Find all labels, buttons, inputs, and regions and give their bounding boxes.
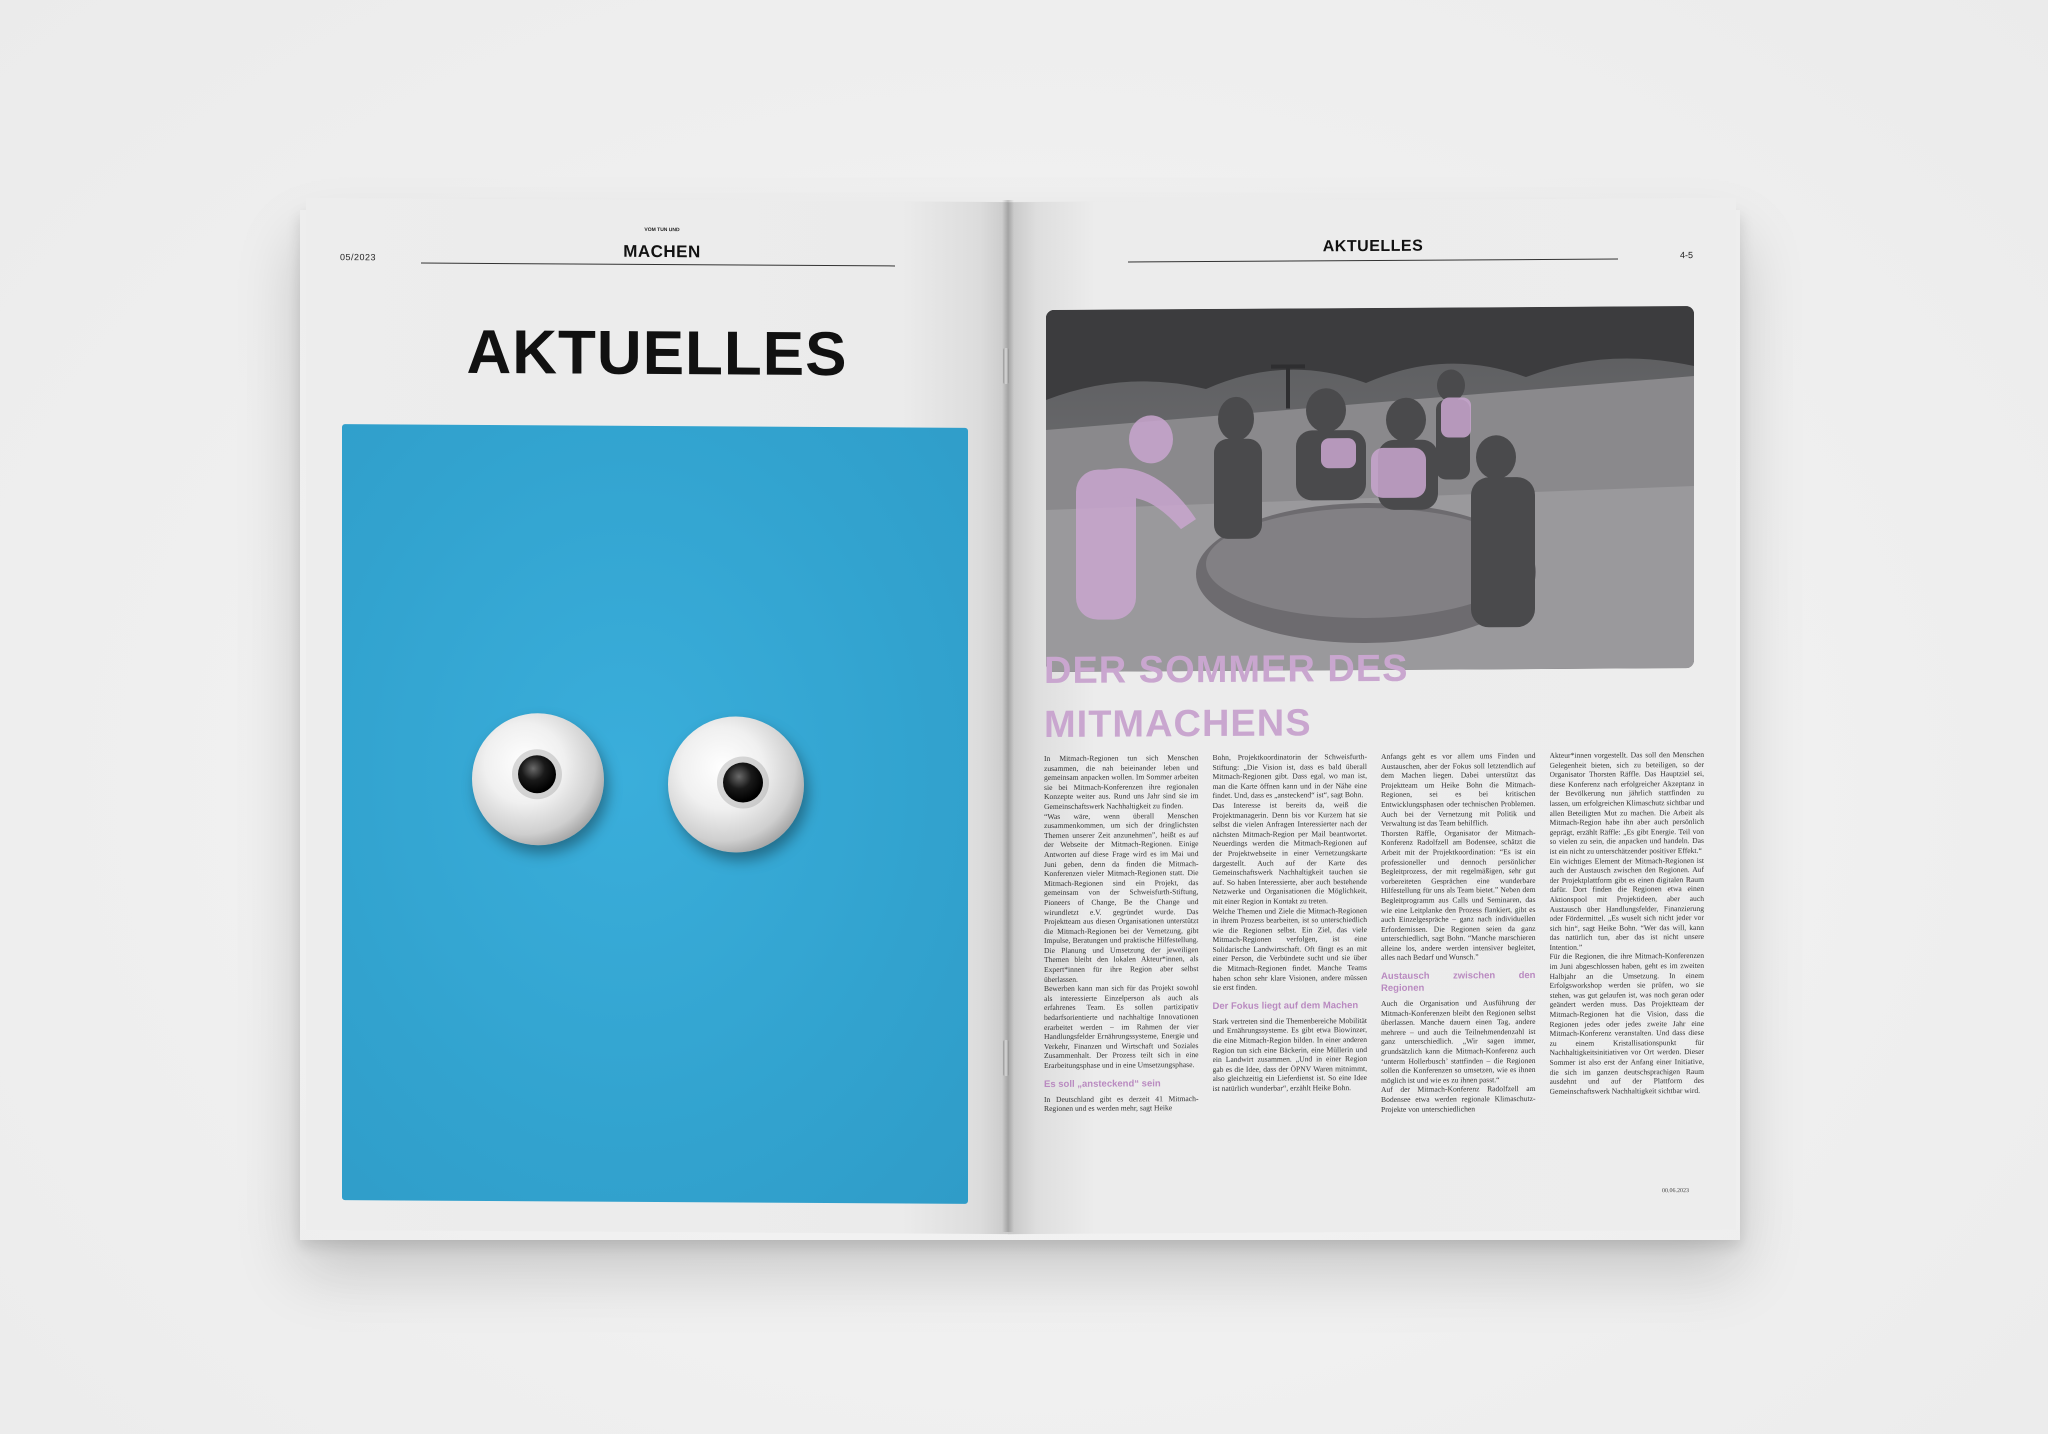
right-page bbox=[1008, 198, 1736, 1234]
paragraph: “Was wäre, wenn überall Menschen zusammenkommen, um sich der dringlichsten Themen unserer Zeit anzunehmen”, heißt es auf der Webseite der Mitmach-Regionen. Einige Antworten auf diese Frage wird es im Mai und Juni geben, denn da finden die Mitmach-Konferenzen vieler Mitmach-Regionen statt. Die Mitmach-Regionen sind ein Projekt, das gemeinsam von der Schweisfurth-Stiftung, Pioneers of Change, Be the Change und wirundletzt e.V. gegründet wurde. Das Projektteam aus diesen Organisationen unterstützt die Mitmach-Regionen bei der Vernetzung, gibt Impulse, Beratungen und praktische Hilfestellung. Die Planung und Umsetzung der jeweiligen Themen bleibt den lokalen Akteur*innen, als Expert*innen für ihre Region aber selbst überlassen. bbox=[1044, 810, 1199, 984]
masthead: MACHEN bbox=[623, 241, 701, 262]
left-page bbox=[306, 198, 1008, 1234]
page-title: AKTUELLES bbox=[466, 317, 848, 390]
masthead-rule bbox=[421, 263, 895, 267]
paragraph: In Deutschland gibt es derzeit 41 Mitmach-Regionen und es werden mehr, sagt Heike bbox=[1044, 1093, 1199, 1114]
photo-scene bbox=[1046, 306, 1694, 672]
right-eye-icon bbox=[668, 716, 804, 853]
staple-bottom bbox=[1003, 1040, 1009, 1076]
masthead-small: VOM TUN UND bbox=[644, 226, 680, 234]
article-column-1 bbox=[1044, 753, 1199, 1199]
paragraph: Für die Regionen, die ihre Mitmach-Konferenzen im Juni abgeschlossen haben, geht es im zweiten Halbjahr an die Umsetzung. In einem Erfolgsworkshop werden sie prüfen, wo sie stehen, was gut gelaufen ist, was noch geran oder geändert werden muss. Das Projektteam der Mitmach-Regionen hat die Vision, dass die Regionen jedes oder jedes zweite Jahr eine Mitmach-Konferenz veranstalten. Und dass diese zu einem Kristallisationspunkt für Nachhaltigkeitsinitiativen vor Ort werden. Dieser Sommer ist also erst der Anfang einer Initiative, die sich im ganzen deutschsprachigen Raum ausdehnt und auf der Plattform des Gemeinschaftswerk Nachhaltigkeit sichtbar wird. bbox=[1549, 951, 1704, 1096]
left-pupil bbox=[518, 755, 556, 793]
paragraph: Auch die Organisation und Ausführung der Mitmach-Konferenzen bleibt den Regionen selbst überlassen. Manche dauern einen Tag, andere mehrere – und auch die Teilnehmendenzahl ist ganz unterschiedlich. „Wir sagen immer, grundsätzlich kann die Mitmach-Konferenz auch ‘unterm Hollerbusch’ stattfinden – die Regionen sollen die Konferenzen so umsetzen, wie es ihnen möglich ist und wie es zu ihnen passt.“ bbox=[1381, 998, 1536, 1085]
paragraph: Thorsten Räffle, Organisator der Mitmach-Konferenz Radolfzell am Bodensee, schätzt die Arbeit mit der Projektkoordination: “Es ist ein professioneller und dennoch persönlicher Begleitprozess, der mit regelmäßigen, sehr gut vorbereiteten Gesprächen eine wunderbare Hilfestellung für uns als Team bietet.” Neben dem Begleitprogramm aus Calls und Seminaren, das wie eine Leitplanke den Prozess flankiert, gibt es auch Einzelgespräche – ganz nach individuellen Erfordernissen. Die Regionen seien da ganz unterschiedlich, sagt Bohn. “Manche marschieren alleine los, andere werden intensiver begleitet, alles nach Bedarf und Wunsch.” bbox=[1381, 827, 1536, 963]
paragraph: Ein wichtiges Element der Mitmach-Regionen ist auch der Austausch zwischen den Regionen. Auf der Projektplattform gibt es einen digitalen Raum dafür. Dort finden die Regionen etwa einen Aktionspool mit Projektideen, aber auch Austausch über Handlungsfelder, Finanzierung oder Fördermittel. „Es wuselt sich nicht jeder vor sich hin“, sagt Heike Bohn. “Wer das will, kann das natürlich tun, aber das ist nicht unsere Intention.” bbox=[1549, 855, 1704, 952]
masthead-right: AKTUELLES bbox=[1322, 237, 1424, 256]
subheading: Der Fokus liegt auf dem Machen bbox=[1212, 999, 1359, 1012]
issue-number: 05/2023 bbox=[340, 252, 377, 263]
paragraph: Das Interesse ist bereits da, weiß die Projektmanagerin. Denn bis vor Kurzem hat sie selbst die vielen Anfragen Interessierter nach der nächsten Mitmach-Region per Mail beantwortet. Neuerdings werden die Mitmach-Regionen auf der Projektwebseite in einer Vernetzungskarte dargestellt. Auch auf der Karte des Gemeinschaftswerk Nachhaltigkeit tauchen sie auf. So haben Interessierte, aber auch bestehende Netzwerke und Organisationen die Möglichkeit, mit einer Region in Kontakt zu treten. bbox=[1212, 799, 1367, 906]
paragraph: Akteur*innen vorgestellt. Das soll den Menschen Gelegenheit bieten, sich zu beteiligen, so der Organisator Thorsten Räffle. Das Hauptziel sei, diese Konferenz nach erfolgreicher Akzeptanz in der Bevölkerung nun jährlich stattfinden zu lassen, um erfolgreichen Klimaschutz sichtbar und allen Beteiligten Mut zu machen. Die Arbeit als Mitmach-Region habe ihn aber auch persönlich geprägt, erzählt Räffle: „Es gibt Energie. Teil von so vielen zu sein, die anpacken und handeln. Das ist ein nicht zu unterschätzender positiver Effekt.“ bbox=[1549, 749, 1704, 856]
group-photo bbox=[1046, 306, 1694, 672]
paragraph: Auf der Mitmach-Konferenz Radolfzell am Bodensee etwa werden regionale Klimaschutz-Projekte von unterschiedlichen bbox=[1381, 1084, 1536, 1114]
masthead-rule-right bbox=[1128, 258, 1618, 262]
eyes-illustration bbox=[342, 424, 968, 1204]
paragraph: Stark vertreten sind die Themenbereiche Mobilität und Ernährungssysteme. Es gibt etwa Biowinzer, die eine Mitmach-Region bilden. In einer anderen Region tun sich eine Bäckerin, eine Müllerin und ein Landwirt zusammen. „Und in einer Region gab es die Idee, dass der ÖPNV Waren mitnimmt, also gleichzeitig ein Lieferdienst ist. So eine Idee ist natürlich wunderbar“, erzählt Heike Bohn. bbox=[1212, 1015, 1367, 1093]
article-column-3 bbox=[1381, 751, 1536, 1197]
right-pupil bbox=[723, 762, 763, 802]
paragraph: Bewerben kann man sich für das Projekt sowohl als interessierte Einzelperson als auch als erfahrenes Team. Es sollen partizipativ bedarfsorientierte und nachhaltige Innovationen erarbeitet werden – im Rahmen der vier Handlungsfelder Ernährungssysteme, Energie und Verkehr, Finanzen und Wirtschaft und Soziales Zusammenhalt. Der Prozess teilt sich in eine Erarbeitungsphase und in eine Umsetzungsphase. bbox=[1044, 983, 1199, 1071]
staple-top bbox=[1003, 348, 1009, 384]
article-columns bbox=[1044, 750, 1704, 1199]
paragraph: Anfangs geht es vor allem ums Finden und Austauschen, aber der Fokus soll letztendlich auf dem Machen liegen. Dabei unterstützt das Projektteam um Heike Bohn die Mitmach-Regionen, sei es bei kritischen Entwicklungsphasen oder technischen Problemen. Auch bei der Vernetzung mit Politik und Verwaltung ist das Team behilflich. bbox=[1381, 751, 1536, 829]
left-eye-icon bbox=[472, 713, 604, 846]
headline bbox=[1044, 642, 1408, 752]
paragraph: Welche Themen und Ziele die Mitmach-Regionen in ihrem Prozess bearbeiten, ist so unterschiedlich wie die Regionen selbst. Ein Ziel, das viele Mitmach-Regionen verfolgen, ist eine Solidarische Landwirtschaft. Oft fängt es an mit einer Person, die Verbündete sucht und sie über die Mitmach-Regionen findet. Manche Teams haben schon sehr klare Visionen, andere müssen sie erst finden. bbox=[1212, 905, 1367, 993]
article-column-2 bbox=[1213, 752, 1368, 1198]
article-column-4 bbox=[1550, 750, 1705, 1196]
paragraph: Bohn, Projektkoordinatorin der Schweisfurth-Stiftung: „Die Vision ist, dass es bald überall Mitmach-Regionen gibt. Dass egal, wo man ist, man die Karte öffnen kann und in der Nähe eine findet. Und, dass es „ansteckend“ ist“, sagt Bohn. bbox=[1212, 752, 1367, 801]
headline-line-2: MITMACHENS bbox=[1044, 702, 1312, 747]
article-date: 00.06.2023 bbox=[1662, 1188, 1689, 1195]
subheading: Es soll „ansteckend“ sein bbox=[1044, 1077, 1161, 1090]
subheading: Austausch zwischen den Regionen bbox=[1381, 970, 1536, 995]
paragraph: In Mitmach-Regionen tun sich Menschen zusammen, die nah beieinander leben und gemeinsam anpacken wollen. Im Sommer arbeiten sie bei Mitmach-Konferenzen ihre regionalen Konzepte weiter aus. Rund uns Jahr sind sie im Gemeinschaftswerk Nachhaltigkeit zu finden. bbox=[1044, 753, 1199, 811]
page-numbers: 4-5 bbox=[1680, 250, 1694, 261]
headline-line-1: DER SOMMER DES bbox=[1044, 647, 1409, 693]
